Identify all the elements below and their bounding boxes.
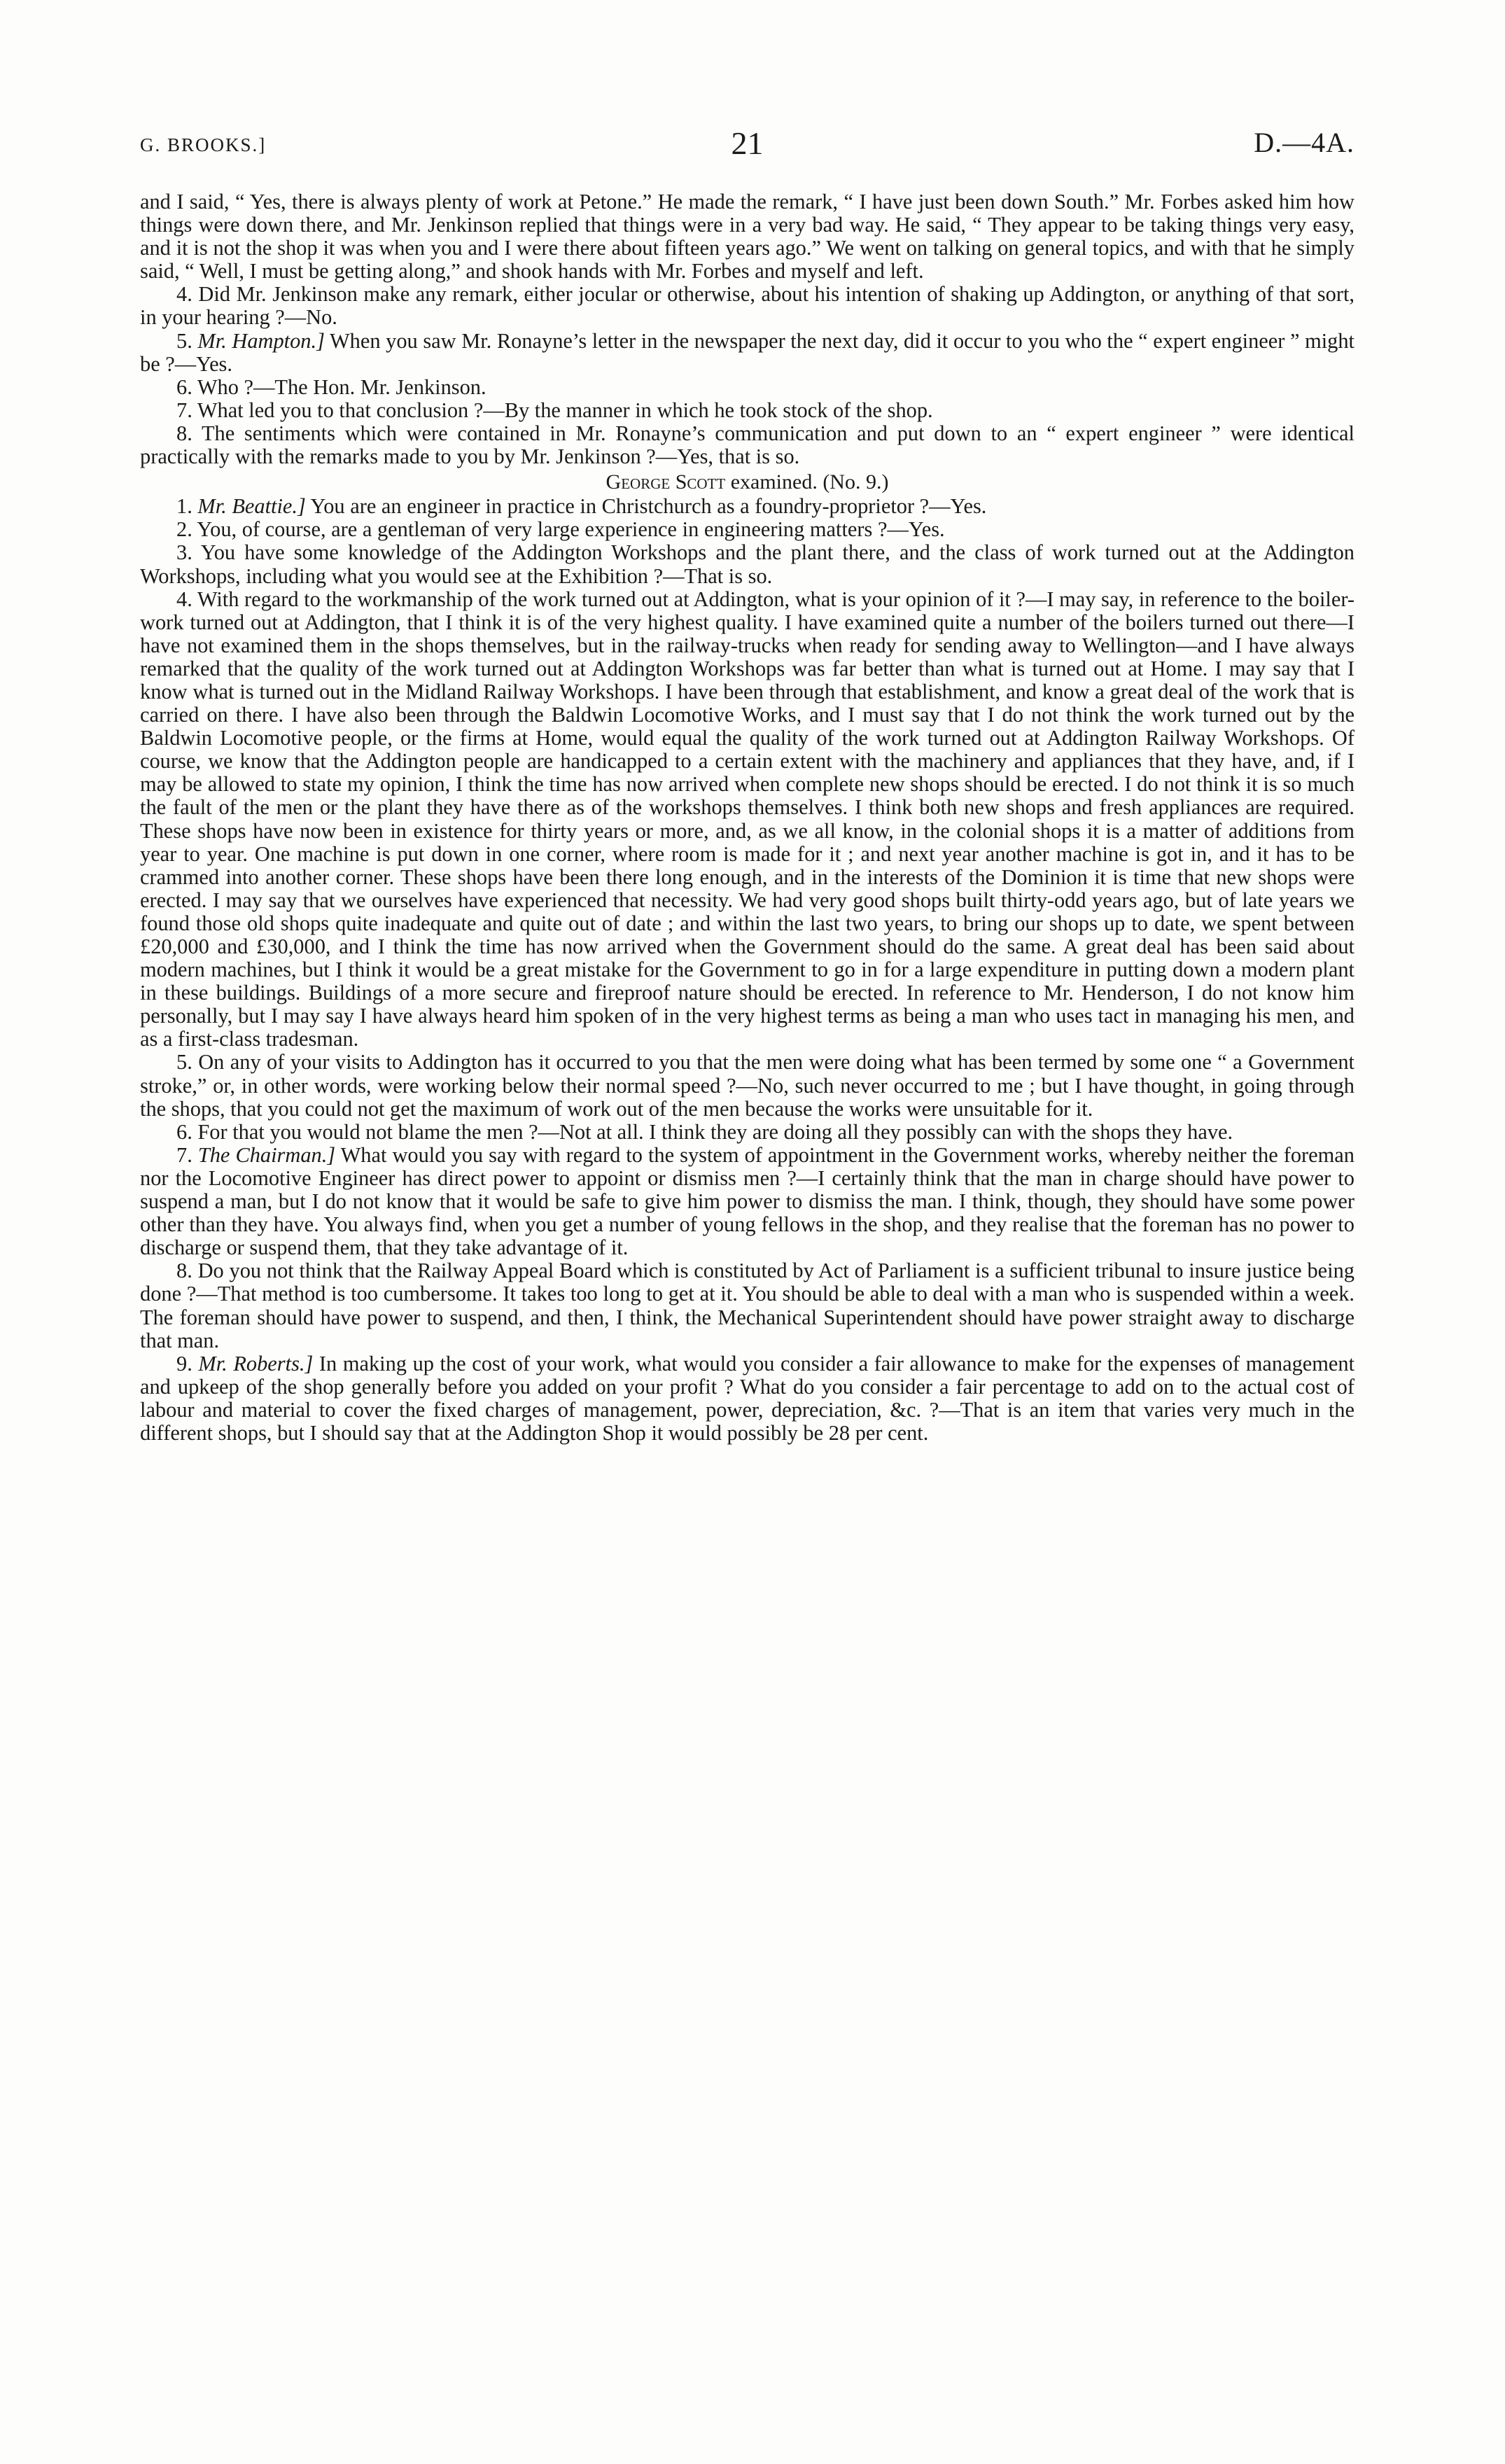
question-number: 5. <box>176 328 198 353</box>
page-body <box>140 190 1354 1445</box>
question-answer: 4. With regard to the workmanship of the work turned out at Addington, what is your opinion of it ?—I may say, in reference to the boiler-work turned out at Addington, that I think it is of the very highest quality. I have examined quite a number of the boilers turned out there—I have not examined them in the shops themselves, but in the railway-trucks when ready for sending away to Wellington—and I have always remarked that the quality of the work turned out at Addington Workshops was far better than what is turned out at Home. I may say that I know what is turned out in the Midland Railway Workshops. I have been through that establishment, and know a great deal of the work that is carried on there. I have also been through the Baldwin Locomotive Works, and I must say that I do not think the work turned out by the Baldwin Locomotive people, or the firms at Home, would equal the quality of the work turned out at Addington Railway Workshops. Of course, we know that the Addington people are handicapped to a certain extent with the machinery and appliances that they have, and, if I may be allowed to state my opinion, I think the time has now arrived when complete new shops should be erected. I do not think it is so much the fault of the men or the plant they have there as of the workshops themselves. I think both new shops and fresh appliances are required. These shops have now been in existence for thirty years or more, and, as we all know, in the colonial shops it is a matter of additions from year to year. One machine is put down in one corner, where room is made for it ; and next year another machine is got in, and it has to be crammed into another corner. These shops have been there long enough, and in the interests of the Dominion it is time that new shops were erected. I may say that we ourselves have experienced that necessity. We had very good shops built thirty-odd years ago, but of late years we found those old shops quite inadequate and quite out of date ; and within the last two years, to bring our shops up to date, we spent between £20,000 and £30,000, and I think the time has now arrived when the Government should do the same. A great deal has been said about modern machines, but I think it would be a great mistake for the Government to go in for a large expenditure in putting down a modern plant in these buildings. Buildings of a more secure and fireproof nature should be erected. In reference to Mr. Henderson, I do not know him personally, but I may say I have always heard him spoken of in the very highest terms as being a man who uses tact in managing his men, and as a first-class tradesman. <box>140 587 1354 1051</box>
question-answer <box>140 330 1354 376</box>
question-number: 7. <box>176 1142 198 1167</box>
question-answer: 5. On any of your visits to Addington has it occurred to you that the men were doing what has been termed by some one “ a Government stroke,” or, in other words, were working below their normal speed ?—No, such never occurred to me ; but I have thought, in going through the shops, that you could not get the maximum of work out of the men because the works were unsuitable for it. <box>140 1050 1354 1121</box>
witness-header: G. BROOKS.] <box>140 134 267 155</box>
speaker-label: Mr. Hampton.] <box>197 328 325 353</box>
witness-name: George Scott <box>606 470 726 494</box>
page-number: 21 <box>731 125 764 161</box>
question-answer <box>140 495 1354 518</box>
question-answer: 7. What led you to that conclusion ?—By the manner in which he took stock of the shop. <box>176 398 933 422</box>
question-answer: 6. For that you would not blame the men ?—Not at all. I think they are doing all they possibly can with the shops they have. <box>176 1119 1233 1144</box>
question-answer: 8. The sentiments which were contained in Mr. Ronayne’s communication and put down to an “ expert engineer ” were identical practically with the remarks made to you by Mr. Jenkinson ?—Yes, that is so. <box>140 421 1354 469</box>
document-reference: D.—4A. <box>1254 127 1354 158</box>
question-answer: 3. You have some knowledge of the Addington Workshops and the plant there, and the class of work turned out at the Addington Workshops, including what you would see at the Exhibition ?—That is so. <box>140 540 1354 588</box>
paragraph-continuation: and I said, “ Yes, there is always plenty of work at Petone.” He made the remark, “ I have just been down South.” Mr. Forbes asked him how things were down there, and Mr. Jenkinson replied that things were in a very bad way. He said, “ They appear to be taking things very easy, and it is not the shop it was when you and I were there about fifteen years ago.” We went on talking on general topics, and with that he simply said, “ Well, I must be getting along,” and shook hands with Mr. Forbes and myself and left. <box>140 190 1354 284</box>
question-answer: 6. Who ?—The Hon. Mr. Jenkinson. <box>176 374 486 399</box>
question-answer: 4. Did Mr. Jenkinson make any remark, either jocular or otherwise, about his intention of shaking up Addington, or anything of that sort, in your hearing ?—No. <box>140 282 1354 330</box>
page-header <box>140 125 1354 167</box>
question-text: When you saw Mr. Ronayne’s letter in the newspaper the next day, did it occur to you who the “ expert engineer ” might be ?—Yes. <box>140 328 1354 376</box>
question-answer <box>140 1352 1354 1445</box>
speaker-label: Mr. Beattie.] <box>197 494 306 519</box>
question-answer: 8. Do you not think that the Railway Appeal Board which is constituted by Act of Parliament is a sufficient tribunal to insure justice being done ?—That method is too cumbersome. It takes too long to get at it. You should be able to deal with a man who is suspended within a week. The foreman should have power to suspend, and then, I think, the Mechanical Superintendent should have power straight away to discharge that man. <box>140 1259 1354 1352</box>
question-text: You are an engineer in practice in Christchurch as a foundry-proprietor ?—Yes. <box>305 494 987 519</box>
question-answer <box>140 1144 1354 1259</box>
question-answer: 2. You, of course, are a gentleman of very large experience in engineering matters ?—Yes. <box>176 517 945 542</box>
question-text: What would you say with regard to the system of appointment in the Government works, whereby neither the foreman nor the Locomotive Engineer has direct power to appoint or dismiss men ?—I certainly think that the man in charge should have power to suspend a man, but I do not know that it would be safe to give him power to dismiss the man. I think, though, they should have some power other than they have. You always find, when you get a number of young fellows in the shop, and they realise that the foreman has no power to discharge or suspend them, that they take advantage of it. <box>140 1142 1354 1260</box>
witness-heading <box>140 470 1354 493</box>
speaker-label: The Chairman.] <box>197 1142 336 1167</box>
witness-heading-text: examined. (No. 9.) <box>725 470 889 494</box>
question-text: In making up the cost of your work, what would you consider a fair allowance to make for the expenses of management and upkeep of the shop generally before you added on your profit ? What do you consider a fair percentage to add on to the actual cost of labour and material to cover the fixed charges of management, power, depreciation, &c. ?—That is an item that varies very much in the different shops, but I should say that at the Addington Shop it would possibly be 28 per cent. <box>140 1351 1355 1445</box>
question-number: 9. <box>176 1351 199 1376</box>
speaker-label: Mr. Roberts.] <box>198 1351 314 1376</box>
question-number: 1. <box>176 494 198 519</box>
